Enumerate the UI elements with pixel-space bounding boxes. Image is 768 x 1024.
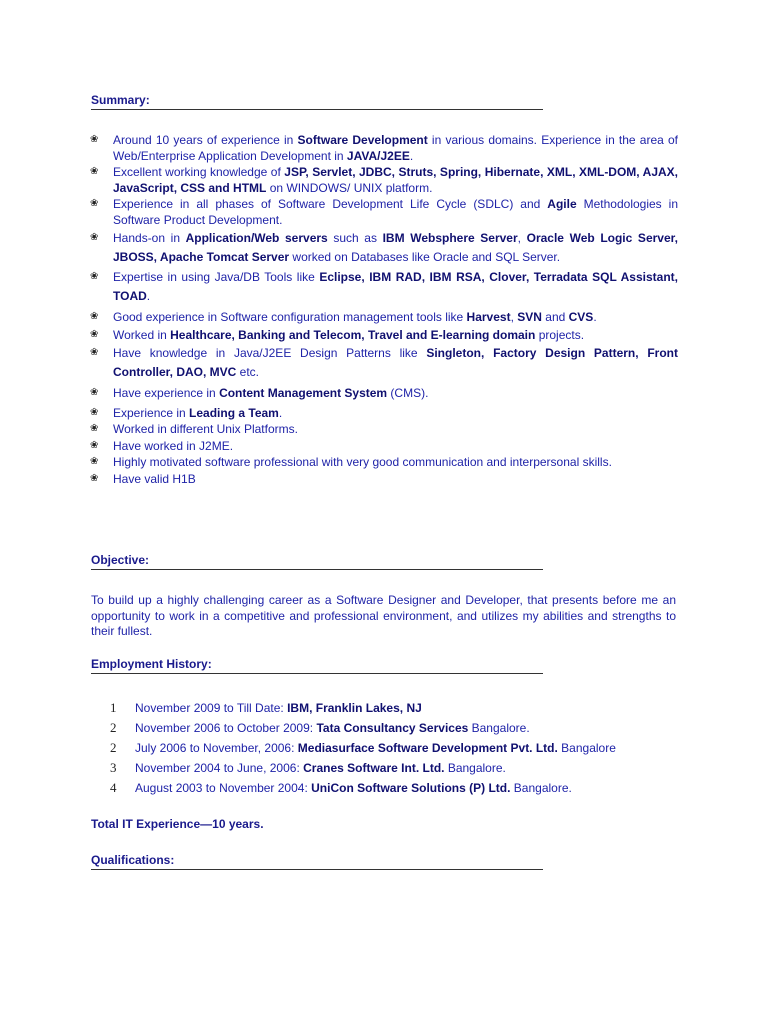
employment-period: July 2006 to November, 2006: bbox=[135, 741, 298, 755]
summary-bold-text: Application/Web servers bbox=[185, 231, 328, 245]
summary-item bbox=[88, 439, 678, 455]
summary-text: , bbox=[510, 310, 518, 324]
summary-text: worked on Databases like Oracle and SQL Server. bbox=[289, 250, 561, 264]
summary-item bbox=[88, 165, 678, 196]
summary-item bbox=[88, 344, 678, 382]
summary-bold-text: SVN bbox=[517, 310, 542, 324]
employment-number: 2 bbox=[110, 740, 117, 755]
summary-text: Have experience in bbox=[113, 386, 220, 400]
objective-text: To build up a highly challenging career as a Software Designer and Developer, that presents before me an opportunity to work in a competitive and professional environment, and utilizes my abilities and strengths to their fullest. bbox=[91, 593, 676, 638]
bullet-icon: ❀ bbox=[90, 472, 99, 484]
summary-text: and bbox=[541, 310, 569, 324]
employment-item bbox=[110, 758, 690, 778]
bullet-icon: ❀ bbox=[90, 328, 99, 340]
summary-bold-text: JAVA/J2EE bbox=[346, 148, 410, 163]
summary-text: Have worked in J2ME. bbox=[113, 438, 234, 453]
summary-text: Experience in bbox=[113, 405, 190, 420]
summary-text: Excellent working knowledge of bbox=[113, 165, 285, 179]
summary-text: . bbox=[278, 405, 283, 420]
employment-item bbox=[110, 778, 690, 798]
employment-item bbox=[110, 718, 690, 738]
summary-bold-text: CVS bbox=[568, 310, 594, 324]
employment-number: 3 bbox=[110, 760, 117, 775]
summary-item bbox=[88, 386, 678, 402]
summary-bold-text: Harvest bbox=[466, 310, 511, 324]
summary-bold-text: Oracle Web Logic Server, JBOSS, Apache Tomcat Server bbox=[113, 231, 678, 264]
summary-bold-text: Leading a Team bbox=[189, 405, 279, 420]
summary-text: (CMS). bbox=[387, 386, 429, 400]
summary-text: . bbox=[409, 148, 414, 163]
summary-text: etc. bbox=[236, 365, 260, 379]
employment-period: November 2009 to Till Date: bbox=[135, 701, 288, 715]
bullet-icon: ❀ bbox=[90, 134, 99, 145]
summary-text: Good experience in Software configuration management tools like bbox=[113, 310, 467, 324]
summary-text: Expertise in using Java/DB Tools like bbox=[113, 270, 320, 284]
bullet-icon: ❀ bbox=[90, 166, 99, 177]
bullet-icon: ❀ bbox=[90, 198, 99, 209]
bullet-icon: ❀ bbox=[90, 387, 99, 398]
employment-number: 1 bbox=[110, 700, 117, 715]
summary-item bbox=[88, 197, 678, 228]
summary-item bbox=[88, 455, 678, 471]
summary-text: Methodologies in Software Product Development. bbox=[113, 197, 678, 227]
employment-heading: Employment History: bbox=[91, 657, 543, 674]
summary-text: Have valid H1B bbox=[113, 471, 196, 486]
summary-bold-text: Agile bbox=[547, 197, 577, 211]
summary-item bbox=[88, 229, 678, 267]
summary-text: Worked in different Unix Platforms. bbox=[113, 422, 298, 436]
summary-item bbox=[88, 133, 678, 164]
summary-item bbox=[88, 310, 678, 326]
summary-bold-text: IBM Websphere Server bbox=[382, 231, 518, 245]
employment-list bbox=[110, 698, 690, 798]
bullet-icon: ❀ bbox=[90, 439, 99, 451]
employment-period: November 2006 to October 2009: bbox=[135, 721, 317, 735]
summary-text: projects. bbox=[535, 327, 585, 342]
summary-text: Around 10 years of experience in bbox=[113, 133, 298, 147]
bullet-icon: ❀ bbox=[90, 271, 99, 282]
summary-item bbox=[88, 422, 678, 438]
employment-company: IBM, Franklin Lakes, NJ bbox=[287, 701, 422, 715]
employment-period: August 2003 to November 2004: bbox=[135, 781, 312, 795]
summary-list bbox=[88, 133, 678, 488]
summary-bold-text: Healthcare, Banking and Telecom, Travel and E-learning domain bbox=[170, 327, 536, 342]
bullet-icon: ❀ bbox=[90, 347, 99, 358]
summary-text: . bbox=[593, 310, 597, 324]
bullet-icon: ❀ bbox=[90, 406, 99, 418]
summary-item bbox=[88, 406, 678, 422]
employment-company: Tata Consultancy Services bbox=[316, 721, 469, 735]
total-experience: Total IT Experience—10 years. bbox=[91, 817, 264, 831]
summary-bold-text: Content Management System bbox=[219, 386, 388, 400]
employment-location: Bangalore. bbox=[510, 781, 572, 795]
employment-item bbox=[110, 738, 690, 758]
summary-text: on WINDOWS/ UNIX platform. bbox=[266, 180, 433, 195]
employment-number: 2 bbox=[110, 720, 117, 735]
summary-text: Highly motivated software professional with very good communication and interpersonal skills. bbox=[113, 455, 612, 469]
summary-item bbox=[88, 472, 678, 488]
employment-location: Bangalore bbox=[557, 741, 616, 755]
summary-text: . bbox=[146, 289, 151, 303]
summary-bold-text: Eclipse, IBM RAD, IBM RSA, Clover, Terradata SQL Assistant, TOAD bbox=[113, 270, 678, 303]
employment-company: Mediasurface Software Development Pvt. Ltd. bbox=[297, 741, 558, 755]
bullet-icon: ❀ bbox=[90, 456, 99, 467]
summary-heading: Summary: bbox=[91, 93, 543, 110]
bullet-icon: ❀ bbox=[90, 232, 99, 243]
employment-company: UniCon Software Solutions (P) Ltd. bbox=[311, 781, 511, 795]
summary-text: such as bbox=[327, 231, 383, 245]
employment-location: Bangalore. bbox=[468, 721, 530, 735]
summary-text: Experience in all phases of Software Development Life Cycle (SDLC) and bbox=[113, 197, 548, 211]
summary-text: Worked in bbox=[113, 327, 171, 342]
summary-text: Have knowledge in Java/J2EE Design Patterns like bbox=[113, 346, 427, 360]
summary-text: Hands-on in bbox=[113, 231, 186, 245]
employment-item bbox=[110, 698, 690, 718]
summary-bold-text: JSP, Servlet, JDBC, Struts, Spring, Hibernate, XML, XML-DOM, AJAX, JavaScript, CSS and HTML bbox=[113, 165, 678, 195]
bullet-icon: ❀ bbox=[90, 311, 99, 322]
employment-period: November 2004 to June, 2006: bbox=[135, 761, 304, 775]
summary-bold-text: Singleton, Factory Design Pattern, Front Controller, DAO, MVC bbox=[113, 346, 678, 379]
employment-company: Cranes Software Int. Ltd. bbox=[303, 761, 445, 775]
summary-item bbox=[88, 328, 678, 344]
objective-heading: Objective: bbox=[91, 553, 543, 570]
employment-number: 4 bbox=[110, 780, 117, 795]
summary-text: in various domains. Experience in the area of Web/Enterprise Application Development in bbox=[113, 133, 678, 163]
employment-location: Bangalore. bbox=[444, 761, 506, 775]
summary-bold-text: Software Development bbox=[297, 133, 428, 147]
summary-item bbox=[88, 268, 678, 306]
bullet-icon: ❀ bbox=[90, 423, 99, 434]
qualifications-heading: Qualifications: bbox=[91, 853, 543, 870]
summary-text: , bbox=[517, 231, 527, 245]
